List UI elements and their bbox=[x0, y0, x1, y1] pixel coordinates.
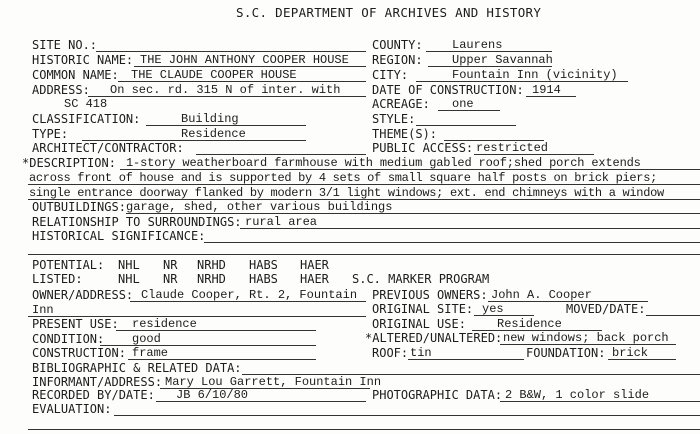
previous-owners-value: John A. Cooper bbox=[491, 288, 592, 302]
architect-line bbox=[196, 154, 366, 155]
owner-value-continued: Inn bbox=[32, 303, 54, 317]
recorded-label: RECORDED BY/DATE: bbox=[32, 388, 155, 402]
listed-habs: HABS bbox=[249, 272, 278, 286]
historic-name-line bbox=[134, 66, 366, 67]
construction-value: frame bbox=[132, 346, 169, 360]
section-divider bbox=[28, 254, 700, 255]
public-access-value: restricted bbox=[476, 141, 549, 155]
original-site-value: yes bbox=[482, 302, 504, 316]
style-label: STYLE: bbox=[372, 112, 416, 126]
roof-label: ROOF: bbox=[372, 346, 409, 360]
potential-nr: NR bbox=[163, 258, 178, 272]
potential-haer: HAER bbox=[300, 258, 329, 272]
owner-label: OWNER/ADDRESS: bbox=[32, 288, 134, 302]
roof-line bbox=[408, 359, 524, 360]
owner-line bbox=[130, 301, 366, 302]
condition-label: CONDITION: bbox=[32, 332, 105, 346]
common-name-label: COMMON NAME: bbox=[32, 68, 119, 82]
description-line-2: across front of house and is supported by 4 sets of small square half posts on brick piers; bbox=[29, 171, 658, 185]
previous-owners-label: PREVIOUS OWNERS: bbox=[372, 288, 488, 302]
listed-haer: HAER bbox=[300, 272, 329, 286]
classification-value: Building bbox=[181, 112, 239, 126]
bibliographic-label: BIBLIOGRAPHIC & RELATED DATA: bbox=[32, 361, 242, 375]
common-name-line bbox=[118, 81, 366, 82]
style-line bbox=[416, 125, 516, 126]
present-use-line bbox=[116, 330, 316, 331]
foundation-label: FOUNDATION: bbox=[526, 346, 606, 360]
informant-value: Mary Lou Garrett, Fountain Inn bbox=[165, 375, 382, 389]
city-value: Fountain Inn (vicinity) bbox=[452, 68, 618, 82]
region-value: Upper Savannah bbox=[452, 53, 553, 67]
listed-nr: NR bbox=[163, 272, 178, 286]
public-access-line bbox=[474, 154, 594, 155]
evaluation-label: EVALUATION: bbox=[32, 402, 112, 416]
description-underline-2 bbox=[28, 184, 700, 185]
region-label: REGION: bbox=[372, 53, 423, 67]
description-line-1: 1-story weatherboard farmhouse with medium gabled roof;shed porch extends bbox=[126, 156, 641, 170]
themes-label: THEME(S): bbox=[372, 127, 438, 141]
relationship-value: rural area bbox=[245, 215, 318, 229]
address-line bbox=[88, 96, 366, 97]
classification-line bbox=[146, 125, 306, 126]
county-label: COUNTY: bbox=[372, 38, 423, 52]
address-label: ADDRESS: bbox=[32, 83, 90, 97]
roof-value: tin bbox=[410, 346, 432, 360]
site-no-line bbox=[96, 51, 366, 52]
altered-value: new windows; back porch bbox=[503, 331, 669, 345]
original-use-value: Residence bbox=[497, 317, 562, 331]
significance-label: HISTORICAL SIGNIFICANCE: bbox=[32, 229, 206, 243]
city-line bbox=[416, 81, 628, 82]
informant-label: INFORMANT/ADDRESS: bbox=[32, 375, 163, 389]
altered-label: *ALTERED/UNALTERED: bbox=[365, 331, 503, 345]
acreage-label: ACREAGE: bbox=[372, 97, 430, 111]
photographic-line bbox=[500, 401, 700, 402]
description-line-3: single entrance doorway flanked by modern 3/1 light windows; ext. end chimneys with a window bbox=[29, 186, 664, 200]
address-value-continued: SC 418 bbox=[64, 97, 108, 111]
architect-label: ARCHITECT/CONTRACTOR: bbox=[32, 141, 184, 155]
foundation-value: brick bbox=[612, 346, 649, 360]
acreage-line bbox=[438, 110, 500, 111]
listed-label: LISTED: bbox=[32, 272, 83, 286]
outbuildings-line bbox=[126, 213, 700, 214]
county-value: Laurens bbox=[452, 38, 503, 52]
listed-nhl: NHL bbox=[118, 272, 140, 286]
condition-value: good bbox=[132, 332, 161, 346]
description-underline-1 bbox=[120, 169, 700, 170]
address-value: On sec. rd. 315 N of inter. with bbox=[110, 83, 341, 97]
type-value: Residence bbox=[181, 127, 246, 141]
original-use-label: ORIGINAL USE: bbox=[372, 317, 466, 331]
site-no-label: SITE NO.: bbox=[32, 38, 98, 52]
region-line bbox=[428, 66, 552, 67]
present-use-value: residence bbox=[132, 317, 197, 331]
construction-line bbox=[128, 359, 316, 360]
potential-nhl: NHL bbox=[118, 258, 140, 272]
moved-date-line bbox=[646, 315, 700, 316]
listed-nrhd: NRHD bbox=[197, 272, 226, 286]
form-title: S.C. DEPARTMENT OF ARCHIVES AND HISTORY bbox=[236, 5, 542, 20]
altered-line bbox=[500, 344, 676, 345]
evaluation-line bbox=[114, 415, 700, 416]
historic-name-label: HISTORIC NAME: bbox=[32, 53, 134, 67]
evaluation-line-2 bbox=[28, 429, 700, 430]
present-use-label: PRESENT USE: bbox=[32, 317, 119, 331]
foundation-line bbox=[608, 359, 676, 360]
recorded-line bbox=[156, 401, 366, 402]
common-name-value: THE CLAUDE COOPER HOUSE bbox=[131, 68, 297, 82]
date-of-construction-line bbox=[526, 96, 576, 97]
original-site-line bbox=[474, 315, 534, 316]
significance-line bbox=[204, 242, 700, 243]
county-line bbox=[426, 51, 552, 52]
recorded-value: JB 6/10/80 bbox=[176, 388, 249, 402]
original-site-label: ORIGINAL SITE: bbox=[372, 302, 474, 316]
historic-name-value: THE JOHN ANTHONY COOPER HOUSE bbox=[140, 53, 349, 67]
type-label: TYPE: bbox=[32, 127, 69, 141]
city-label: CITY: bbox=[372, 68, 409, 82]
construction-label: CONSTRUCTION: bbox=[32, 346, 126, 360]
relationship-line bbox=[240, 228, 700, 229]
potential-habs: HABS bbox=[249, 258, 278, 272]
owner-value: Claude Cooper, Rt. 2, Fountain bbox=[141, 288, 358, 302]
public-access-label: PUBLIC ACCESS: bbox=[372, 141, 474, 155]
outbuildings-label: OUTBUILDINGS: bbox=[32, 200, 126, 214]
photographic-label: PHOTOGRAPHIC DATA: bbox=[372, 388, 503, 402]
potential-nrhd: NRHD bbox=[197, 258, 226, 272]
potential-label: POTENTIAL: bbox=[32, 258, 105, 272]
outbuildings-value: garage, shed, other various buildings bbox=[126, 200, 393, 214]
moved-date-label: MOVED/DATE: bbox=[566, 302, 646, 316]
acreage-value: one bbox=[452, 97, 474, 111]
date-of-construction-value: 1914 bbox=[532, 83, 561, 97]
description-label: *DESCRIPTION: bbox=[22, 156, 116, 170]
classification-label: CLASSIFICATION: bbox=[32, 112, 141, 126]
photographic-value: 2 B&W, 1 color slide bbox=[505, 388, 650, 402]
relationship-label: RELATIONSHIP TO SURROUNDINGS: bbox=[32, 215, 242, 229]
listed-sc-marker: S.C. MARKER PROGRAM bbox=[352, 272, 490, 286]
date-of-construction-label: DATE OF CONSTRUCTION: bbox=[372, 83, 524, 97]
